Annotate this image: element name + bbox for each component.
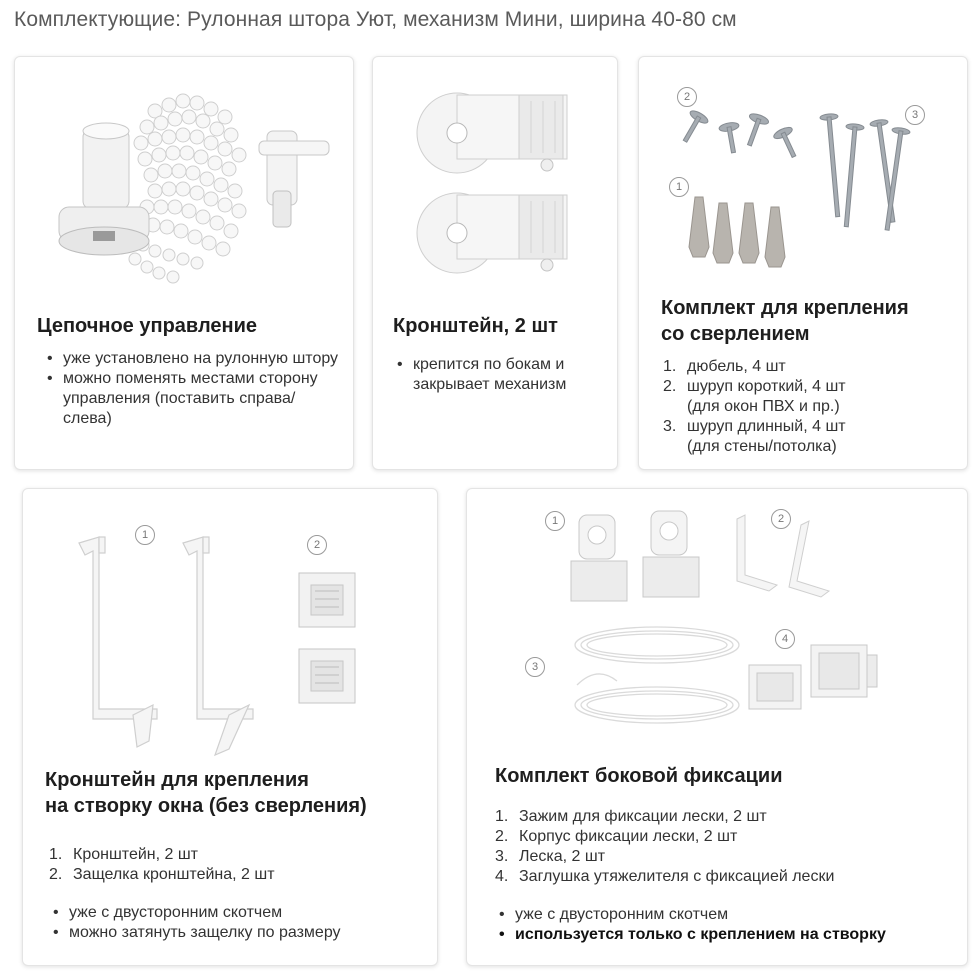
list-item [495, 867, 955, 887]
item-number: 4. [495, 868, 509, 885]
card-sash-bracket [22, 488, 438, 966]
badge-1: 1 [669, 177, 689, 197]
sash-bracket-image [53, 529, 413, 759]
drill-kit-items [663, 357, 959, 457]
item-text: Зажим для фиксации лески, 2 шт [519, 808, 767, 825]
item-number: 1. [663, 358, 677, 375]
badge-3: 3 [525, 657, 545, 677]
list-item: • уже с двусторонним скотчем [495, 905, 955, 925]
sash-bracket-title-line2: на створку окна (без сверления) [45, 795, 367, 817]
side-fixation-bullets [495, 905, 955, 945]
drill-kit-title [661, 295, 909, 347]
item-text: Кронштейн, 2 шт [73, 846, 199, 863]
list-item: • уже установлено на рулонную штору [43, 349, 339, 369]
card-bracket [372, 56, 618, 470]
chain-control-image [35, 71, 335, 301]
list-item: • крепится по бокам и закрывает механизм [393, 355, 599, 395]
sash-bracket-bullets [49, 903, 419, 943]
item-text: Леска, 2 шт [519, 848, 606, 865]
item-number: 2. [49, 866, 63, 883]
item-number: 1. [49, 846, 63, 863]
sash-bracket-items [49, 845, 419, 885]
item-note: (для окон ПВХ и пр.) [687, 398, 840, 415]
card-chain-control [14, 56, 354, 470]
side-fixation-items [495, 807, 955, 887]
list-item: • можно поменять местами сторону управления (поставить справа/слева) [43, 369, 339, 429]
list-item [663, 357, 959, 377]
sash-bracket-title [45, 767, 367, 819]
card-side-fixation [466, 488, 968, 966]
item-number: 2. [663, 378, 677, 395]
list-item [663, 417, 959, 457]
list-item: • уже с двусторонним скотчем [49, 903, 419, 923]
item-note: (для стены/потолка) [687, 438, 837, 455]
badge-3: 3 [905, 105, 925, 125]
badge-2: 2 [771, 509, 791, 529]
card-drill-kit [638, 56, 968, 470]
page-title: Комплектующие: Рулонная штора Уют, механизм Мини, ширина 40-80 см [14, 8, 737, 31]
list-item [495, 827, 955, 847]
drill-kit-title-line1: Комплект для крепления [661, 297, 909, 319]
item-text: Корпус фиксации лески, 2 шт [519, 828, 738, 845]
item-number: 2. [495, 828, 509, 845]
list-item [495, 847, 955, 867]
list-item [49, 845, 419, 865]
chain-control-title: Цепочное управление [37, 315, 257, 337]
badge-1: 1 [135, 525, 155, 545]
drill-kit-title-line2: со сверлением [661, 323, 810, 345]
item-text: шуруп длинный, 4 шт [687, 418, 846, 435]
list-item [663, 377, 959, 417]
list-item: • можно затянуть защелку по размеру [49, 923, 419, 943]
list-item [49, 865, 419, 885]
item-number: 3. [495, 848, 509, 865]
badge-4: 4 [775, 629, 795, 649]
side-fixation-image [557, 505, 968, 755]
side-fixation-title: Комплект боковой фиксации [495, 765, 783, 787]
sash-bracket-title-line1: Кронштейн для крепления [45, 769, 309, 791]
item-text: Заглушка утяжелителя с фиксацией лески [519, 868, 835, 885]
item-text: шуруп короткий, 4 шт [687, 378, 846, 395]
badge-1: 1 [545, 511, 565, 531]
list-item [495, 807, 955, 827]
item-number: 1. [495, 808, 509, 825]
item-text: Защелка кронштейна, 2 шт [73, 866, 275, 883]
bracket-bullets [393, 355, 599, 395]
fasteners-image [679, 97, 939, 297]
bracket-image [395, 81, 595, 291]
badge-2: 2 [307, 535, 327, 555]
chain-control-bullets [43, 349, 339, 429]
item-text: дюбель, 4 шт [687, 358, 786, 375]
badge-2: 2 [677, 87, 697, 107]
list-item-emphasis: • используется только с креплением на створку [495, 925, 955, 945]
item-number: 3. [663, 418, 677, 435]
bracket-title: Кронштейн, 2 шт [393, 315, 558, 337]
